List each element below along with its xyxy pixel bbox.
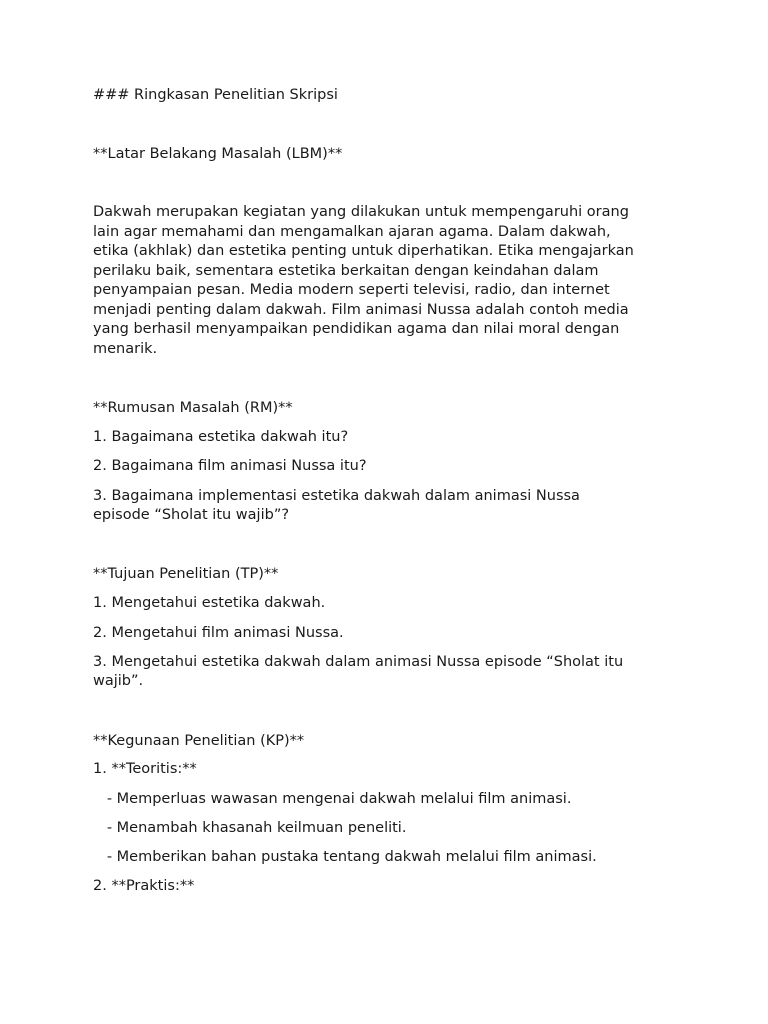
- tp-item: 2. Mengetahui film animasi Nussa.: [93, 625, 344, 641]
- lbm-line: menarik.: [93, 340, 158, 357]
- lbm-line: menjadi penting dalam dakwah. Film animasi Nussa adalah contoh media: [93, 301, 629, 318]
- rm-item: 2. Bagaimana film animasi Nussa itu?: [93, 458, 367, 474]
- lbm-line: Dakwah merupakan kegiatan yang dilakukan untuk mempengaruhi orang: [93, 204, 629, 220]
- tp-item: 1. Mengetahui estetika dakwah.: [93, 595, 326, 611]
- lbm-line: perilaku baik, sementara estetika berkaitan dengan keindahan dalam: [93, 262, 599, 279]
- tp-item-continued: wajib”.: [93, 673, 144, 689]
- lbm-line: etika (akhlak) dan estetika penting untuk diperhatikan. Etika mengajarkan: [93, 243, 634, 259]
- lbm-line: penyampaian pesan. Media modern seperti televisi, radio, dan internet: [93, 282, 610, 298]
- kp-subitem: - Memberikan bahan pustaka tentang dakwah melalui film animasi.: [93, 849, 597, 865]
- lbm-paragraph: [93, 203, 683, 359]
- rm-item-continued: episode “Sholat itu wajib”?: [93, 507, 290, 523]
- rm-heading: **Rumusan Masalah (RM)**: [93, 400, 293, 416]
- lbm-line: yang berhasil menyampaikan pendidikan agama dan nilai moral dengan: [93, 321, 620, 337]
- document-title: ### Ringkasan Penelitian Skripsi: [93, 87, 338, 103]
- kp-subitem: - Menambah khasanah keilmuan peneliti.: [93, 820, 407, 836]
- tp-item: 3. Mengetahui estetika dakwah dalam animasi Nussa episode “Sholat itu: [93, 654, 624, 670]
- lbm-heading: **Latar Belakang Masalah (LBM)**: [93, 146, 343, 162]
- rm-item: 3. Bagaimana implementasi estetika dakwah dalam animasi Nussa: [93, 488, 580, 504]
- kp-subitem: - Memperluas wawasan mengenai dakwah melalui film animasi.: [93, 791, 572, 807]
- kp-praktis: 2. **Praktis:**: [93, 878, 195, 894]
- kp-teoritis: 1. **Teoritis:**: [93, 761, 197, 777]
- tp-heading: **Tujuan Penelitian (TP)**: [93, 566, 279, 582]
- rm-item: 1. Bagaimana estetika dakwah itu?: [93, 429, 349, 445]
- lbm-line: lain agar memahami dan mengamalkan ajaran agama. Dalam dakwah,: [93, 223, 611, 240]
- kp-heading: **Kegunaan Penelitian (KP)**: [93, 733, 305, 749]
